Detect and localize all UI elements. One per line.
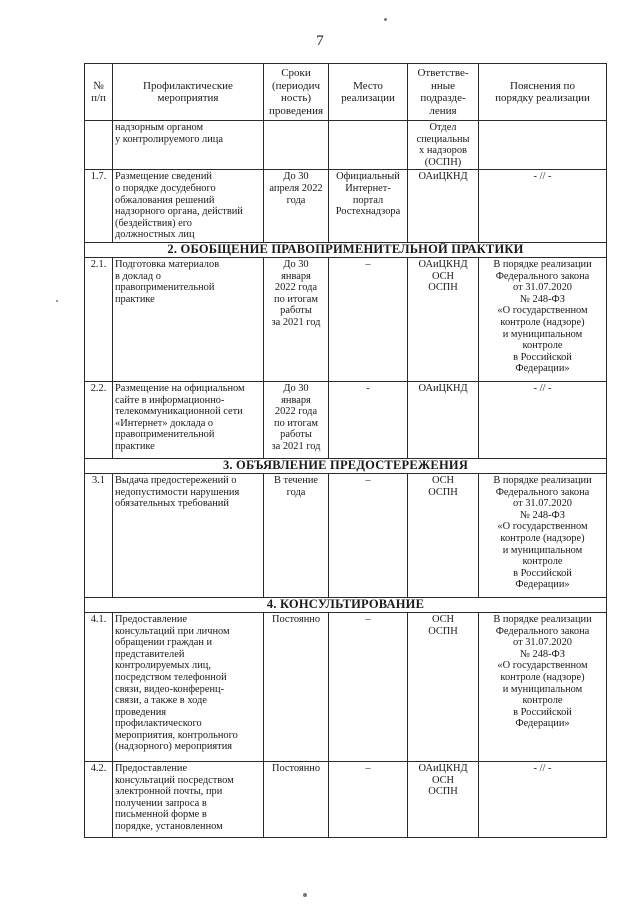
place-cell: –: [329, 612, 408, 761]
table-row: [85, 121, 607, 170]
place-cell: [329, 121, 408, 170]
terms-cell: До 30 января 2022 года по итогам работы за 2021 год: [264, 381, 329, 458]
place-cell: –: [329, 257, 408, 381]
header-notes: Пояснения по порядку реализации: [479, 64, 607, 121]
terms-cell: [264, 121, 329, 170]
notes-cell: [479, 121, 607, 170]
num-cell: [85, 121, 113, 170]
notes-cell: - // -: [479, 761, 607, 837]
num-cell: 4.2.: [85, 761, 113, 837]
activity-cell: Подготовка материалов в доклад о правоприменительной практике: [113, 257, 264, 381]
table-row: [85, 170, 607, 243]
terms-cell: Постоянно: [264, 761, 329, 837]
header-place: Место реализации: [329, 64, 408, 121]
terms-cell: До 30 апреля 2022 года: [264, 170, 329, 243]
activity-cell: Предоставление консультаций посредством электронной почты, при получении запроса в письменной форме в порядке, установленном: [113, 761, 264, 837]
table-row: [85, 257, 607, 381]
notes-cell: В порядке реализации Федерального закона от 31.07.2020 № 248-ФЗ «О государственном контроле (надзоре) и муниципальном контроле в Российской Федерации»: [479, 257, 607, 381]
table-row: [85, 612, 607, 761]
responsible-cell: ОАиЦКНД: [408, 381, 479, 458]
scan-speck: [56, 300, 58, 302]
activity-cell: Выдача предостережений о недопустимости нарушения обязательных требований: [113, 473, 264, 597]
num-cell: 4.1.: [85, 612, 113, 761]
num-cell: 2.2.: [85, 381, 113, 458]
place-cell: Официальный Интернет-портал Ростехнадзора: [329, 170, 408, 243]
section-header: [85, 597, 607, 612]
place-cell: –: [329, 761, 408, 837]
terms-cell: Постоянно: [264, 612, 329, 761]
place-cell: -: [329, 381, 408, 458]
measures-table: [84, 63, 607, 838]
responsible-cell: ОАиЦКНД ОСН ОСПН: [408, 257, 479, 381]
place-cell: –: [329, 473, 408, 597]
table-row: [85, 473, 607, 597]
num-cell: 1.7.: [85, 170, 113, 243]
page-number: 7: [316, 33, 324, 49]
header-responsible: Ответстве- нные подразде- ления: [408, 64, 479, 121]
activity-cell: надзорным органом у контролируемого лица: [113, 121, 264, 170]
num-cell: 3.1: [85, 473, 113, 597]
activity-cell: Размещение сведений о порядке досудебного обжалования решений надзорного органа, действий (бездействия) его должностных лиц: [113, 170, 264, 243]
header-num: № п/п: [85, 64, 113, 121]
header-activity: Профилактические мероприятия: [113, 64, 264, 121]
section-title: 4. КОНСУЛЬТИРОВАНИЕ: [85, 597, 607, 612]
scan-speck: [384, 18, 387, 21]
table-row: [85, 381, 607, 458]
terms-cell: До 30 января 2022 года по итогам работы за 2021 год: [264, 257, 329, 381]
responsible-cell: ОСН ОСПН: [408, 612, 479, 761]
table-row: [85, 761, 607, 837]
activity-cell: Размещение на официальном сайте в информационно- телекоммуникационной сети «Интернет» доклада о правоприменительной практике: [113, 381, 264, 458]
section-title: 2. ОБОБЩЕНИЕ ПРАВОПРИМЕНИТЕЛЬНОЙ ПРАКТИКИ: [85, 242, 607, 257]
scan-speck: [303, 893, 307, 897]
header-row: [85, 64, 607, 121]
terms-cell: В течение года: [264, 473, 329, 597]
num-cell: 2.1.: [85, 257, 113, 381]
responsible-cell: ОАиЦКНД ОСН ОСПН: [408, 761, 479, 837]
responsible-cell: ОСН ОСПН: [408, 473, 479, 597]
responsible-cell: Отдел специальны х надзоров (ОСПН): [408, 121, 479, 170]
notes-cell: В порядке реализации Федерального закона от 31.07.2020 № 248-ФЗ «О государственном контроле (надзоре) и муниципальном контроле в Российской Федерации»: [479, 612, 607, 761]
section-header: [85, 242, 607, 257]
notes-cell: - // -: [479, 170, 607, 243]
notes-cell: - // -: [479, 381, 607, 458]
notes-cell: В порядке реализации Федерального закона от 31.07.2020 № 248-ФЗ «О государственном контроле (надзоре) и муниципальном контроле в Российской Федерации»: [479, 473, 607, 597]
responsible-cell: ОАиЦКНД: [408, 170, 479, 243]
header-terms: Сроки (периодич ность) проведения: [264, 64, 329, 121]
section-header: [85, 458, 607, 473]
section-title: 3. ОБЪЯВЛЕНИЕ ПРЕДОСТЕРЕЖЕНИЯ: [85, 458, 607, 473]
activity-cell: Предоставление консультаций при личном обращении граждан и представителей контролируемых лиц, посредством телефонной связи, видео-конференц- связи, а также в ходе проведения профилактического мероприятия, контрольного (надзорного) мероприятия: [113, 612, 264, 761]
